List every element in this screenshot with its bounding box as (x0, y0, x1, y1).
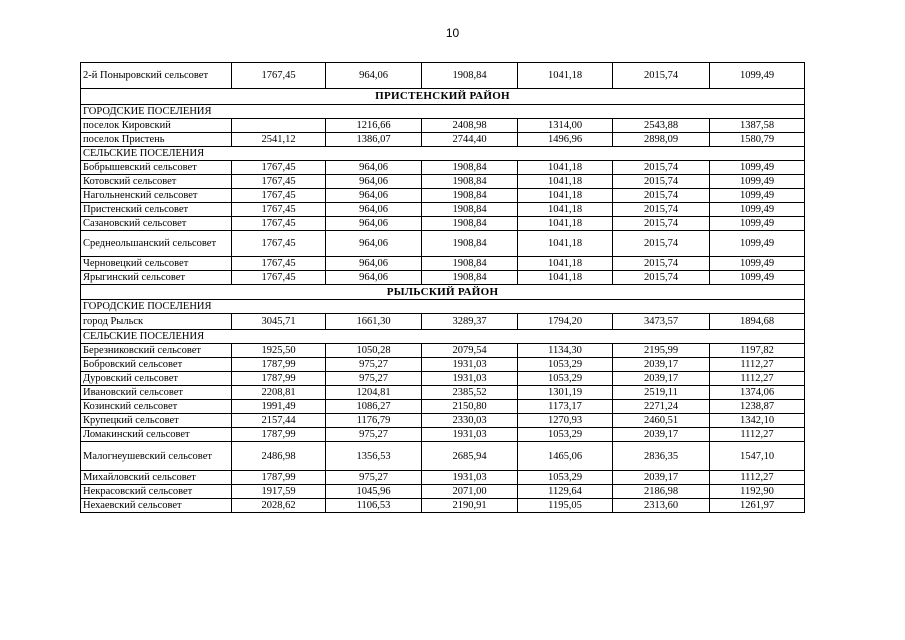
value-cell: 1176,79 (326, 414, 422, 428)
value-cell: 1767,45 (232, 203, 326, 217)
settlement-name: Крупецкий сельсовет (81, 414, 232, 428)
value-cell: 1931,03 (422, 428, 518, 442)
value-cell: 1261,97 (710, 499, 805, 513)
value-cell: 2015,74 (613, 257, 710, 271)
value-cell: 964,06 (326, 217, 422, 231)
value-cell: 1767,45 (232, 217, 326, 231)
value-cell: 2744,40 (422, 133, 518, 147)
table-row (81, 63, 805, 89)
settlement-name: Дуровский сельсовет (81, 372, 232, 386)
value-cell: 1767,45 (232, 231, 326, 257)
value-cell: 1908,84 (422, 175, 518, 189)
value-cell: 1197,82 (710, 344, 805, 358)
settlement-name: Сазановский сельсовет (81, 217, 232, 231)
value-cell: 964,06 (326, 271, 422, 285)
value-cell: 1173,17 (518, 400, 613, 414)
value-cell: 1908,84 (422, 217, 518, 231)
value-cell: 2039,17 (613, 372, 710, 386)
table-row (81, 372, 805, 386)
value-cell: 3473,57 (613, 314, 710, 330)
value-cell: 1991,49 (232, 400, 326, 414)
value-cell: 1053,29 (518, 372, 613, 386)
value-cell: 1931,03 (422, 372, 518, 386)
page-number: 10 (445, 26, 460, 40)
value-cell: 1192,90 (710, 485, 805, 499)
value-cell: 1374,06 (710, 386, 805, 400)
value-cell: 2541,12 (232, 133, 326, 147)
value-cell: 1465,06 (518, 442, 613, 471)
value-cell: 2836,35 (613, 442, 710, 471)
district-title: РЫЛЬСКИЙ РАЙОН (81, 285, 805, 300)
value-cell: 964,06 (326, 257, 422, 271)
settlement-name: Ярыгинский сельсовет (81, 271, 232, 285)
value-cell: 1767,45 (232, 257, 326, 271)
value-cell: 2898,09 (613, 133, 710, 147)
value-cell: 1112,27 (710, 358, 805, 372)
group-label: СЕЛЬСКИЕ ПОСЕЛЕНИЯ (81, 147, 805, 161)
value-cell: 2015,74 (613, 161, 710, 175)
tariff-table (80, 62, 805, 513)
settlement-name: Нехаевский сельсовет (81, 499, 232, 513)
value-cell: 2039,17 (613, 358, 710, 372)
group-label: СЕЛЬСКИЕ ПОСЕЛЕНИЯ (81, 330, 805, 344)
table-body (81, 63, 805, 513)
settlement-name: Черновецкий сельсовет (81, 257, 232, 271)
value-cell: 1041,18 (518, 63, 613, 89)
settlement-name: Некрасовский сельсовет (81, 485, 232, 499)
settlement-name: Михайловский сельсовет (81, 471, 232, 485)
value-cell: 1099,49 (710, 271, 805, 285)
table-row (81, 119, 805, 133)
table-row (81, 175, 805, 189)
value-cell: 1204,81 (326, 386, 422, 400)
value-cell: 1041,18 (518, 231, 613, 257)
value-cell: 1099,49 (710, 217, 805, 231)
value-cell: 1099,49 (710, 161, 805, 175)
value-cell: 1787,99 (232, 372, 326, 386)
value-cell: 1301,19 (518, 386, 613, 400)
value-cell (232, 119, 326, 133)
value-cell: 1767,45 (232, 161, 326, 175)
value-cell: 2330,03 (422, 414, 518, 428)
value-cell: 2157,44 (232, 414, 326, 428)
settlement-name: поселок Пристень (81, 133, 232, 147)
value-cell: 1050,28 (326, 344, 422, 358)
value-cell: 1112,27 (710, 428, 805, 442)
value-cell: 1342,10 (710, 414, 805, 428)
value-cell: 1908,84 (422, 231, 518, 257)
settlement-name: Котовский сельсовет (81, 175, 232, 189)
value-cell: 1112,27 (710, 372, 805, 386)
value-cell: 1547,10 (710, 442, 805, 471)
value-cell: 2015,74 (613, 63, 710, 89)
settlement-name: Нагольненский сельсовет (81, 189, 232, 203)
settlement-name: Пристенский сельсовет (81, 203, 232, 217)
value-cell: 1106,53 (326, 499, 422, 513)
value-cell: 1767,45 (232, 63, 326, 89)
value-cell: 1099,49 (710, 63, 805, 89)
value-cell: 2408,98 (422, 119, 518, 133)
group-label-row (81, 300, 805, 314)
settlement-name: Среднеольшанский сельсовет (81, 231, 232, 257)
table-row (81, 414, 805, 428)
value-cell: 1908,84 (422, 63, 518, 89)
settlement-name: Бобрышевский сельсовет (81, 161, 232, 175)
value-cell: 1270,93 (518, 414, 613, 428)
value-cell: 1894,68 (710, 314, 805, 330)
table-row (81, 161, 805, 175)
value-cell: 2015,74 (613, 231, 710, 257)
value-cell: 2543,88 (613, 119, 710, 133)
settlement-name: Бобровский сельсовет (81, 358, 232, 372)
value-cell: 1238,87 (710, 400, 805, 414)
value-cell: 1787,99 (232, 358, 326, 372)
table-row (81, 485, 805, 499)
district-title: ПРИСТЕНСКИЙ РАЙОН (81, 89, 805, 105)
value-cell: 3289,37 (422, 314, 518, 330)
group-label-row (81, 330, 805, 344)
value-cell: 2313,60 (613, 499, 710, 513)
value-cell: 1314,00 (518, 119, 613, 133)
value-cell: 1908,84 (422, 257, 518, 271)
table-row (81, 203, 805, 217)
table-row (81, 189, 805, 203)
value-cell: 2028,62 (232, 499, 326, 513)
value-cell: 1099,49 (710, 175, 805, 189)
value-cell: 1908,84 (422, 189, 518, 203)
value-cell: 975,27 (326, 428, 422, 442)
table-row (81, 428, 805, 442)
value-cell: 1041,18 (518, 203, 613, 217)
value-cell: 1099,49 (710, 203, 805, 217)
settlement-name: город Рыльск (81, 314, 232, 330)
value-cell: 1931,03 (422, 471, 518, 485)
value-cell: 2486,98 (232, 442, 326, 471)
value-cell: 964,06 (326, 161, 422, 175)
value-cell: 2015,74 (613, 203, 710, 217)
value-cell: 1925,50 (232, 344, 326, 358)
value-cell: 2015,74 (613, 271, 710, 285)
value-cell: 1908,84 (422, 203, 518, 217)
value-cell: 1917,59 (232, 485, 326, 499)
table-row (81, 344, 805, 358)
group-label: ГОРОДСКИЕ ПОСЕЛЕНИЯ (81, 300, 805, 314)
value-cell: 1129,64 (518, 485, 613, 499)
value-cell: 1908,84 (422, 161, 518, 175)
value-cell: 2271,24 (613, 400, 710, 414)
value-cell: 1787,99 (232, 428, 326, 442)
value-cell: 964,06 (326, 175, 422, 189)
value-cell: 2039,17 (613, 428, 710, 442)
settlement-name: Березниковский сельсовет (81, 344, 232, 358)
settlement-name: Ломакинский сельсовет (81, 428, 232, 442)
value-cell: 1387,58 (710, 119, 805, 133)
value-cell: 1041,18 (518, 189, 613, 203)
table-row (81, 471, 805, 485)
value-cell: 1086,27 (326, 400, 422, 414)
table-row (81, 217, 805, 231)
value-cell: 3045,71 (232, 314, 326, 330)
value-cell: 964,06 (326, 231, 422, 257)
district-title-row (81, 89, 805, 105)
value-cell: 2015,74 (613, 189, 710, 203)
value-cell: 1053,29 (518, 358, 613, 372)
value-cell: 1134,30 (518, 344, 613, 358)
value-cell: 1041,18 (518, 175, 613, 189)
value-cell: 1931,03 (422, 358, 518, 372)
value-cell: 2190,91 (422, 499, 518, 513)
value-cell: 1496,96 (518, 133, 613, 147)
value-cell: 1041,18 (518, 161, 613, 175)
value-cell: 1787,99 (232, 471, 326, 485)
value-cell: 2071,00 (422, 485, 518, 499)
table-row (81, 499, 805, 513)
table-row (81, 271, 805, 285)
value-cell: 1041,18 (518, 257, 613, 271)
value-cell: 1041,18 (518, 217, 613, 231)
district-title-row (81, 285, 805, 300)
value-cell: 975,27 (326, 471, 422, 485)
value-cell: 1767,45 (232, 175, 326, 189)
value-cell: 2015,74 (613, 217, 710, 231)
table-row (81, 400, 805, 414)
value-cell: 1099,49 (710, 189, 805, 203)
value-cell: 1041,18 (518, 271, 613, 285)
table-row (81, 314, 805, 330)
value-cell: 1112,27 (710, 471, 805, 485)
value-cell: 1908,84 (422, 271, 518, 285)
value-cell: 964,06 (326, 189, 422, 203)
value-cell: 2519,11 (613, 386, 710, 400)
table-row (81, 257, 805, 271)
settlement-name: Малогнеушевский сельсовет (81, 442, 232, 471)
value-cell: 1099,49 (710, 257, 805, 271)
value-cell: 1794,20 (518, 314, 613, 330)
value-cell: 1661,30 (326, 314, 422, 330)
value-cell: 1045,96 (326, 485, 422, 499)
value-cell: 975,27 (326, 358, 422, 372)
group-label-row (81, 147, 805, 161)
value-cell: 1216,66 (326, 119, 422, 133)
table-row (81, 386, 805, 400)
value-cell: 1580,79 (710, 133, 805, 147)
value-cell: 964,06 (326, 63, 422, 89)
value-cell: 2195,99 (613, 344, 710, 358)
group-label: ГОРОДСКИЕ ПОСЕЛЕНИЯ (81, 105, 805, 119)
value-cell: 1053,29 (518, 471, 613, 485)
value-cell: 1767,45 (232, 271, 326, 285)
value-cell: 2208,81 (232, 386, 326, 400)
table-row (81, 358, 805, 372)
value-cell: 2385,52 (422, 386, 518, 400)
table-row (81, 133, 805, 147)
group-label-row (81, 105, 805, 119)
value-cell: 2460,51 (613, 414, 710, 428)
value-cell: 1356,53 (326, 442, 422, 471)
value-cell: 1767,45 (232, 189, 326, 203)
value-cell: 1195,05 (518, 499, 613, 513)
value-cell: 2079,54 (422, 344, 518, 358)
settlement-name: Ивановский сельсовет (81, 386, 232, 400)
settlement-name: поселок Кировский (81, 119, 232, 133)
table-row (81, 231, 805, 257)
value-cell: 1386,07 (326, 133, 422, 147)
table-row (81, 442, 805, 471)
value-cell: 2039,17 (613, 471, 710, 485)
value-cell: 975,27 (326, 372, 422, 386)
value-cell: 1053,29 (518, 428, 613, 442)
value-cell: 964,06 (326, 203, 422, 217)
settlement-name: 2-й Поныровский сельсовет (81, 63, 232, 89)
settlement-name: Козинский сельсовет (81, 400, 232, 414)
value-cell: 2015,74 (613, 175, 710, 189)
value-cell: 2186,98 (613, 485, 710, 499)
value-cell: 1099,49 (710, 231, 805, 257)
value-cell: 2685,94 (422, 442, 518, 471)
value-cell: 2150,80 (422, 400, 518, 414)
